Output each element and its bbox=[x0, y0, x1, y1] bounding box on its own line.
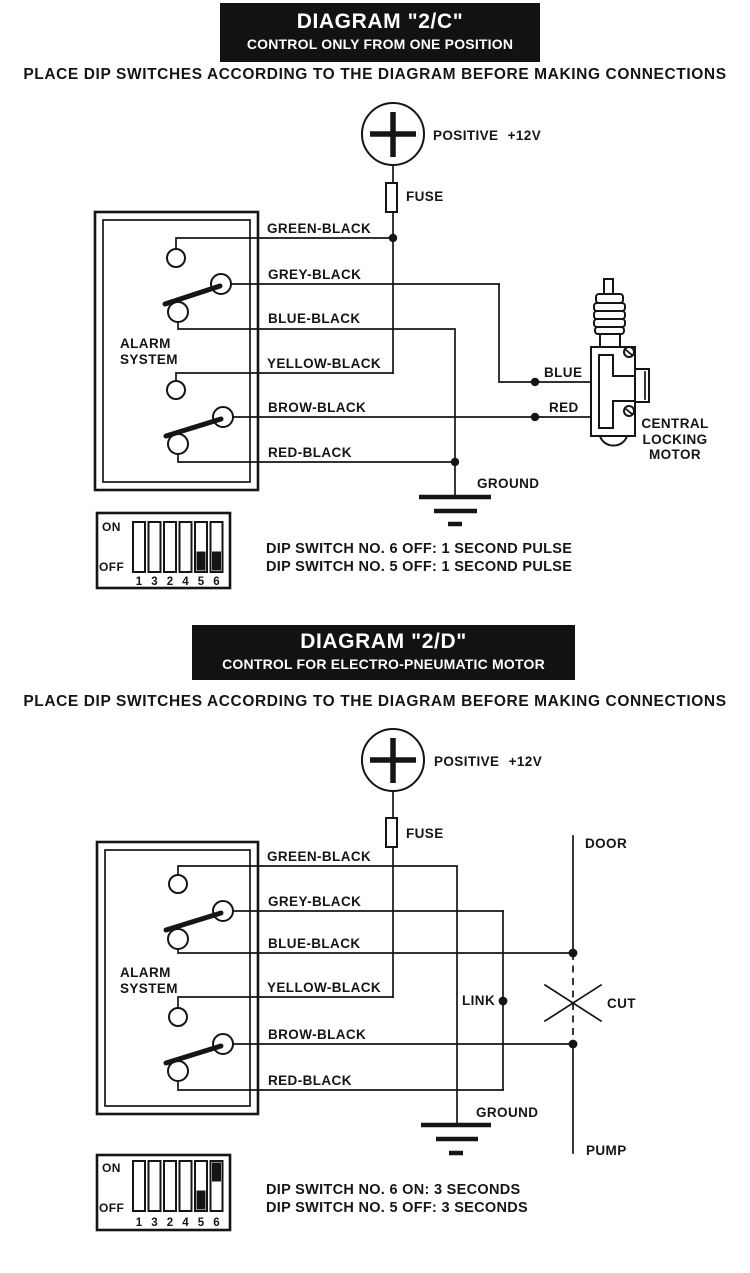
d-junction-blue-door bbox=[569, 949, 578, 958]
d-cut-label: CUT bbox=[607, 996, 636, 1011]
c-contact-top-2 bbox=[167, 381, 185, 399]
d-fuse-label: FUSE bbox=[406, 826, 444, 841]
c-dip-off-label: OFF bbox=[99, 560, 125, 574]
c-label-yellow-black: YELLOW-BLACK bbox=[267, 356, 382, 371]
c-dip-switch-block bbox=[97, 513, 230, 588]
c-contact-no-2 bbox=[213, 407, 233, 427]
d-contact-top-1 bbox=[169, 875, 187, 893]
diagram-c-circuit bbox=[95, 103, 709, 588]
c-ground-label: GROUND bbox=[477, 476, 540, 491]
diagram-c-note-1: DIP SWITCH NO. 6 OFF: 1 SECOND PULSE bbox=[266, 541, 573, 557]
c-dip-on-label: ON bbox=[102, 520, 121, 534]
d-dip-off-label: OFF bbox=[99, 1201, 125, 1215]
motor-plunger-cap bbox=[596, 294, 623, 303]
d-contact-no-1 bbox=[213, 901, 233, 921]
d-dip-num-5: 5 bbox=[197, 1217, 205, 1229]
diagram-c-title: DIAGRAM "2/C" bbox=[296, 10, 464, 33]
c-motor-name-3: MOTOR bbox=[649, 447, 701, 462]
d-junction-link bbox=[499, 997, 508, 1006]
c-fuse-icon bbox=[386, 183, 397, 212]
d-label-blue-black: BLUE-BLACK bbox=[268, 936, 361, 951]
c-dip-slot-1 bbox=[133, 522, 145, 572]
c-junction-green-fuse bbox=[389, 234, 397, 242]
c-dip-num-4: 4 bbox=[182, 576, 189, 588]
motor-t-cap bbox=[635, 369, 649, 402]
motor-neck bbox=[600, 334, 620, 347]
d-dip-mark-6 bbox=[212, 1163, 221, 1182]
c-central-locking-motor-icon bbox=[591, 279, 649, 446]
diagram-c-subtitle: CONTROL ONLY FROM ONE POSITION bbox=[246, 36, 514, 52]
c-motor-name-1: CENTRAL bbox=[641, 416, 709, 431]
c-contact-common-1 bbox=[168, 302, 188, 322]
c-dip-num-5: 5 bbox=[197, 576, 205, 588]
c-dip-num-6: 6 bbox=[213, 576, 220, 588]
motor-bellows-rib-3 bbox=[594, 319, 625, 327]
c-label-blue-terminal: BLUE bbox=[544, 365, 583, 380]
c-label-grey-black: GREY-BLACK bbox=[268, 267, 362, 282]
c-dip-num-2: 3 bbox=[151, 576, 158, 588]
diagram-d-note-1: DIP SWITCH NO. 6 ON: 3 SECONDS bbox=[266, 1182, 521, 1198]
diagram-c-notes bbox=[266, 540, 572, 576]
c-dip-num-3: 2 bbox=[166, 576, 174, 588]
d-power-label: POSITIVE +12V bbox=[434, 754, 543, 769]
d-pump-label: PUMP bbox=[586, 1143, 627, 1158]
d-dip-slot-3 bbox=[164, 1161, 176, 1211]
d-dip-num-4: 4 bbox=[182, 1217, 189, 1229]
d-junction-brow-pump bbox=[569, 1040, 578, 1049]
diagram-c-instruction: PLACE DIP SWITCHES ACCORDING TO THE DIAGRAM BEFORE MAKING CONNECTIONS bbox=[23, 66, 727, 83]
d-door-label: DOOR bbox=[585, 836, 628, 851]
diagram-d-subtitle: CONTROL FOR ELECTRO-PNEUMATIC MOTOR bbox=[222, 656, 545, 672]
d-dip-slot-4 bbox=[180, 1161, 192, 1211]
diagram-d-header bbox=[192, 625, 575, 680]
d-contact-no-2 bbox=[213, 1034, 233, 1054]
motor-plunger-stem bbox=[604, 279, 613, 295]
c-power-label: POSITIVE +12V bbox=[433, 128, 542, 143]
motor-bellows-rib-2 bbox=[594, 311, 625, 319]
d-dip-slot-2 bbox=[149, 1161, 161, 1211]
c-label-green-black: GREEN-BLACK bbox=[267, 221, 372, 236]
motor-bottom-cap bbox=[600, 436, 627, 446]
c-alarm-label-1: ALARM bbox=[120, 336, 171, 351]
c-junction-blue-terminal bbox=[531, 378, 539, 386]
d-dip-num-1: 1 bbox=[135, 1217, 143, 1229]
d-dip-on-label: ON bbox=[102, 1161, 121, 1175]
diagram-c-note-2: DIP SWITCH NO. 5 OFF: 1 SECOND PULSE bbox=[266, 559, 573, 575]
c-dip-num-1: 1 bbox=[135, 576, 143, 588]
diagram-d-note-2: DIP SWITCH NO. 5 OFF: 3 SECONDS bbox=[266, 1200, 529, 1216]
d-contact-top-2 bbox=[169, 1008, 187, 1026]
c-dip-mark-5 bbox=[197, 552, 206, 571]
c-motor-name-2: LOCKING bbox=[642, 432, 708, 447]
c-contact-top-1 bbox=[167, 249, 185, 267]
d-fuse-icon bbox=[386, 818, 397, 847]
c-dip-mark-6 bbox=[212, 552, 221, 571]
motor-bellows-rib-4 bbox=[595, 327, 624, 334]
motor-bellows-rib-1 bbox=[594, 303, 625, 311]
c-label-blue-black: BLUE-BLACK bbox=[268, 311, 361, 326]
diagram-d-title: DIAGRAM "2/D" bbox=[300, 630, 467, 653]
c-label-red-terminal: RED bbox=[549, 400, 579, 415]
d-alarm-label-1: ALARM bbox=[120, 965, 171, 980]
d-ground-label: GROUND bbox=[476, 1105, 539, 1120]
d-label-yellow-black: YELLOW-BLACK bbox=[267, 980, 382, 995]
c-junction-blue-red-ground bbox=[451, 458, 459, 466]
d-label-grey-black: GREY-BLACK bbox=[268, 894, 362, 909]
d-alarm-label-2: SYSTEM bbox=[120, 981, 178, 996]
c-dip-slot-3 bbox=[164, 522, 176, 572]
diagram-d-notes bbox=[266, 1181, 528, 1217]
d-dip-switch-block bbox=[97, 1155, 230, 1230]
d-dip-slot-1 bbox=[133, 1161, 145, 1211]
c-dip-slot-4 bbox=[180, 522, 192, 572]
d-dip-num-6: 6 bbox=[213, 1217, 220, 1229]
c-label-red-black: RED-BLACK bbox=[268, 445, 352, 460]
d-dip-num-3: 2 bbox=[166, 1217, 174, 1229]
d-label-brow-black: BROW-BLACK bbox=[268, 1027, 367, 1042]
d-dip-num-2: 3 bbox=[151, 1217, 158, 1229]
c-fuse-label: FUSE bbox=[406, 189, 444, 204]
d-contact-common-1 bbox=[168, 929, 188, 949]
c-alarm-label-2: SYSTEM bbox=[120, 352, 178, 367]
d-label-red-black: RED-BLACK bbox=[268, 1073, 352, 1088]
c-junction-red-terminal bbox=[531, 413, 539, 421]
diagram-c-header bbox=[220, 3, 540, 62]
c-label-brow-black: BROW-BLACK bbox=[268, 400, 367, 415]
diagram-d-instruction: PLACE DIP SWITCHES ACCORDING TO THE DIAGRAM BEFORE MAKING CONNECTIONS bbox=[23, 693, 727, 710]
c-dip-slot-2 bbox=[149, 522, 161, 572]
d-link-label: LINK bbox=[462, 993, 496, 1008]
diagram-d-circuit bbox=[97, 729, 636, 1230]
d-dip-mark-5 bbox=[197, 1191, 206, 1210]
d-label-green-black: GREEN-BLACK bbox=[267, 849, 372, 864]
